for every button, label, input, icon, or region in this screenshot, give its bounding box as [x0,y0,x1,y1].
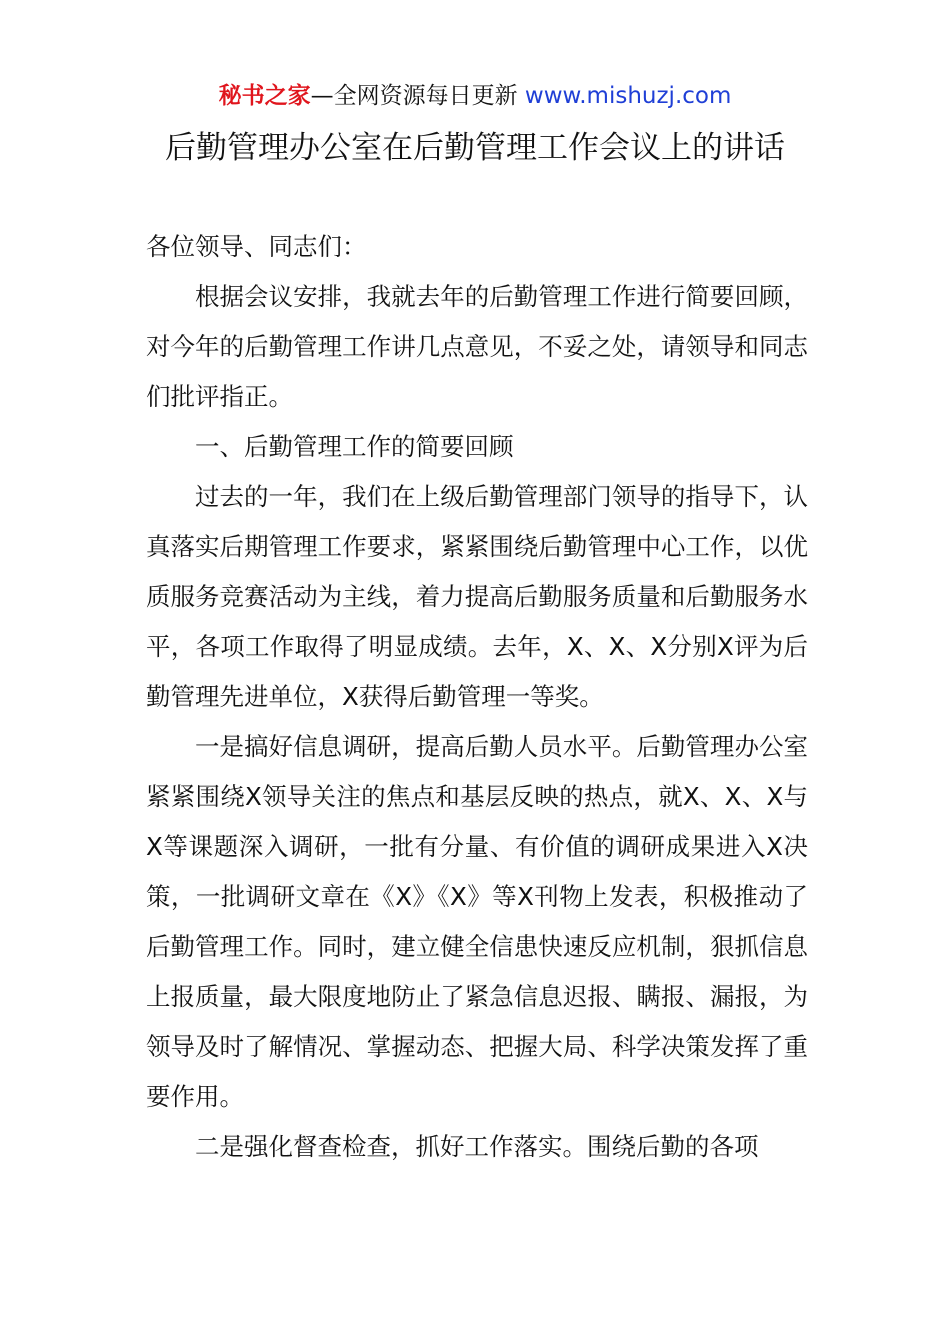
site-banner [0,80,950,112]
salutation: 各位领导、同志们： [146,232,367,261]
document-body [146,222,808,1172]
body-paragraph: 一是搞好信息调研，提高后勤人员水平。后勤管理办公室紧紧围绕X领导关注的焦点和基层反映的热点，就X、X、X与X等课题深入调研，一批有分量、有价值的调研成果进入X决策，一批调研文章在《X》《X》等X刊物上发表，积极推动了后勤管理工作。同时，建立健全信患快速反应机制，狠抓信息上报质量，最大限度地防止了紧急信息迟报、瞒报、漏报，为领导及时了解情况、掌握动态、把握大局、科学决策发挥了重要作用。 [146,732,808,1111]
section-heading: 一、后勤管理工作的简要回顾 [195,432,514,461]
site-url-link[interactable]: www.mishuzj.com [524,83,732,109]
body-paragraph: 根据会议安排，我就去年的后勤管理工作进行简要回顾，对今年的后勤管理工作讲几点意见，不妥之处，请领导和同志们批评指正。 [146,282,808,411]
body-paragraph: 过去的一年，我们在上级后勤管理部门领导的指导下，认真落实后期管理工作要求，紧紧围绕后勤管理中心工作，以优质服务竞赛活动为主线，着力提高后勤服务质量和后勤服务水平，各项工作取得了明显成绩。去年，X、X、X分别X评为后勤管理先进单位，X获得后勤管理一等奖。 [146,482,808,711]
document-title: 后勤管理办公室在后勤管理工作会议上的讲话 [165,130,785,166]
body-paragraph: 二是强化督查检查，抓好工作落实。围绕后勤的各项 [195,1132,759,1161]
banner-tagline: —全网资源每日更新 [310,83,525,109]
brand-name: 秘书之家 [218,83,311,109]
